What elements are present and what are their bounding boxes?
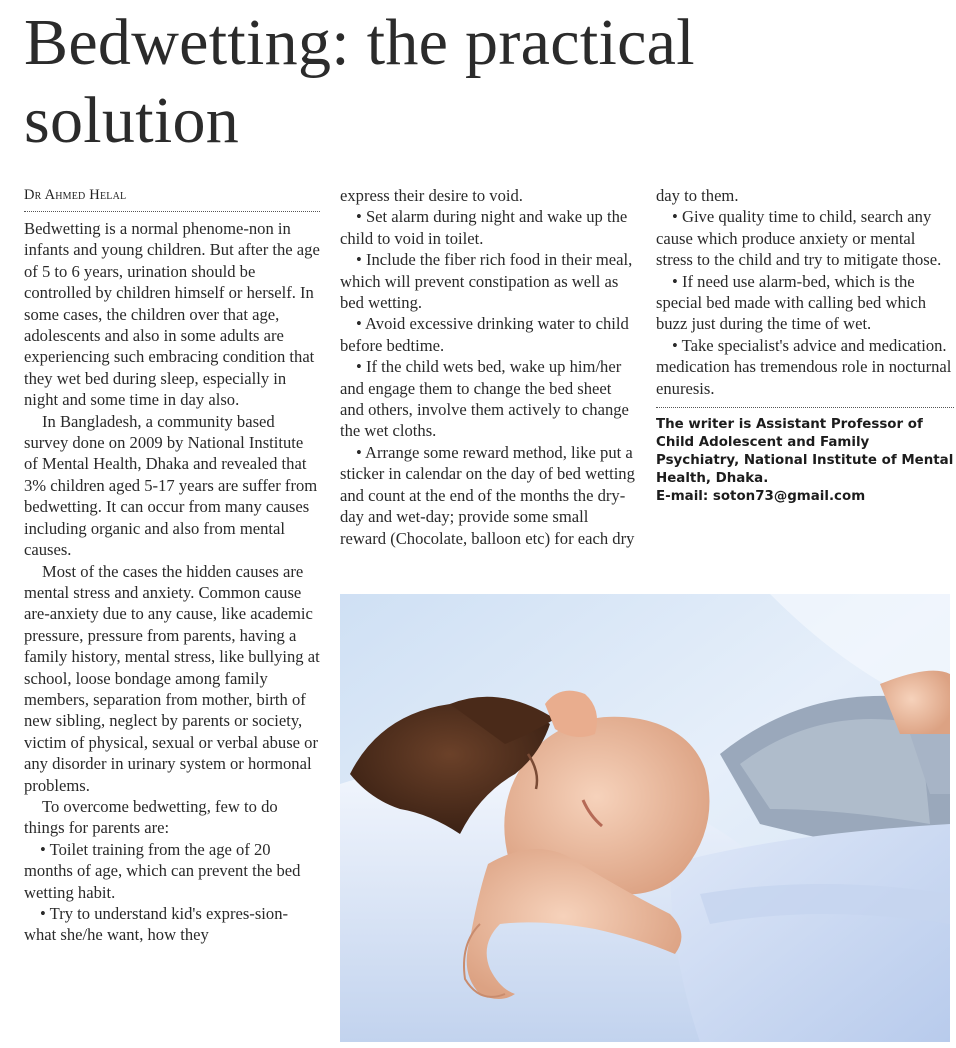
headline-line-1: Bedwetting: the practical [24, 6, 695, 79]
bullet-item: • If need use alarm-bed, which is the special bed made with calling bed which buzz just during the time of wet. [656, 271, 927, 334]
article-column-1 [24, 185, 320, 946]
bullet-item: • Set alarm during night and wake up the child to void in toilet. [340, 207, 628, 248]
paragraph: In Bangladesh, a community based survey done on 2009 by National Institute of Mental Health, Dhaka and revealed that 3% children aged 5-17 years are suffer from bedwetting. It can occur from many causes including organic and also from mental causes. [24, 411, 318, 560]
paragraph: express their desire to void. [340, 186, 523, 205]
writer-email: E-mail: soton73@gmail.com [656, 489, 866, 505]
article-column-3 [656, 185, 954, 506]
paragraph: Most of the cases the hidden causes are mental stress and anxiety. Common cause are-anxiety due to any cause, like academic pressure, pressure from parents, having a family history, mental stress, like bullying at school, loose bondage among family members, separation from mother, birth of new sibling, neglect by parents or society, victim of physical, sexual or verbal abuse or any disorder in urinary system or hormonal problems. [24, 561, 320, 795]
bullet-item: • If the child wets bed, wake up him/her and engage them to change the bed sheet and others, involve them actively to change the wet cloths. [340, 357, 629, 441]
bullet-item: • Avoid excessive drinking water to child before bedtime. [340, 314, 629, 355]
article-column-2 [340, 185, 638, 549]
byline-divider [24, 211, 320, 212]
writer-divider [656, 407, 954, 408]
writer-bio: The writer is Assistant Professor of Child Adolescent and Family Psychiatry, National Institute of Mental Health, Dhaka. [656, 417, 954, 487]
sleeping-child-photo [340, 594, 950, 1042]
paragraph: day to them. [656, 186, 739, 205]
bullet-item: • Arrange some reward method, like put a sticker in calendar on the day of bed wetting and count at the end of the months the dry-day and wet-day; provide some small reward (Chocolate, balloon etc) for each dry [340, 442, 635, 548]
bullet-item: • Try to understand kid's expres-sion- what she/he want, how they [24, 904, 289, 945]
headline-line-2: solution [24, 84, 240, 157]
paragraph: Bedwetting is a normal phenome-non in infants and young children. But after the age of 5 to 6 years, urination should be controlled by children himself or herself. In some cases, the children over that age, adolescents and also in some adults are experiencing such embracing condition that they wet bed during sleep, especially in night and some time in day also. [24, 219, 320, 410]
bullet-item: • Give quality time to child, search any cause which produce anxiety or mental stress to the child and try to mitigate those. [656, 207, 942, 270]
bullet-item: • Toilet training from the age of 20 months of age, which can prevent the bed wetting habit. [24, 839, 301, 902]
bullet-item: • Take specialist's advice and medication. medication has tremendous role in nocturnal enuresis. [656, 335, 952, 398]
paragraph: To overcome bedwetting, few to do things for parents are: [24, 796, 278, 838]
byline: Dr Ahmed Helal [24, 187, 127, 203]
bullet-item: • Include the fiber rich food in their meal, which will prevent constipation as well as bed wetting. [340, 250, 633, 313]
headline [24, 4, 924, 160]
